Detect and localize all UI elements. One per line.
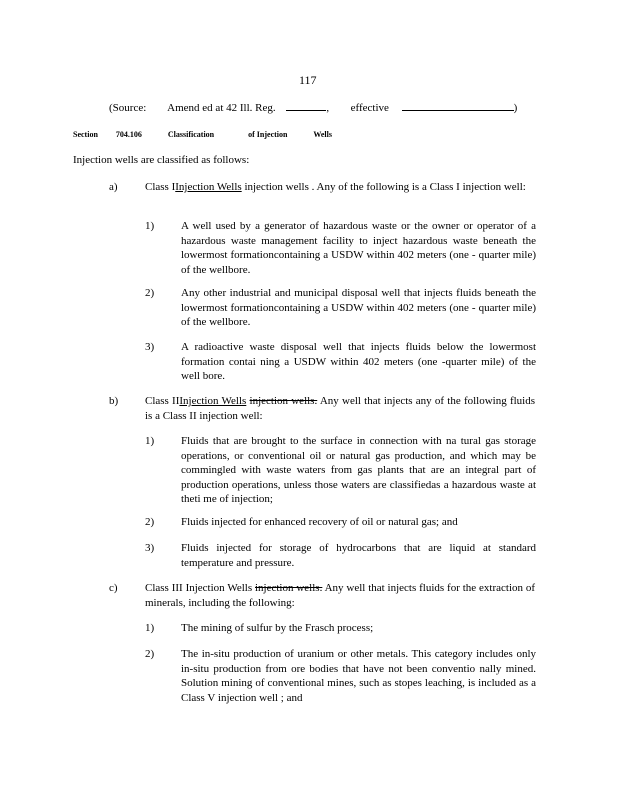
- section-heading: [73, 130, 332, 139]
- item-c-2-text: The in-situ production of uranium or other metals. This category includes only in-situ production from ore bodies that have not been conventio nally mined. Solution mining of conventional mines, such as stopes leaching, is included as a Class V injection well ; and: [181, 648, 536, 704]
- section-label: Section: [73, 130, 98, 139]
- effective-date-blank: [402, 110, 514, 111]
- item-a-inserted-text: Injection Wells: [175, 181, 242, 193]
- item-b-1-text: Fluids that are brought to the surface in connection with na tural gas storage operations, or conventional oil or natural gas production, and which may be commingled with waste waters from gas plants that are an integral part of production operations, unless those waters are classifiedas a hazardous waste at theti me of injection;: [181, 435, 536, 505]
- source-label: (Source:: [109, 102, 147, 114]
- item-a-marker: a): [109, 181, 118, 193]
- item-a-description: Any of the following is a Class I injection well:: [314, 181, 526, 193]
- item-b-text: [145, 394, 535, 423]
- effective-label: effective: [350, 102, 389, 114]
- page-number: 117: [299, 73, 317, 87]
- item-b-description: Any well that injects any of the following fluids is a Class II injection well:: [145, 395, 535, 422]
- item-a-1-text: A well used by a generator of hazardous waste or the owner or operator of a hazardous waste management facility to inject hazardous waste beneath the lowermost formationcontaining a USDW within 402 meters (one - quarter mile) of the wellbore.: [181, 220, 536, 276]
- item-a-class-label: Class I: [145, 181, 176, 193]
- item-c-1-marker: 1): [145, 622, 155, 634]
- section-title-part-3: Wells: [313, 130, 332, 139]
- item-c-marker: c): [109, 582, 118, 594]
- item-a-3-text: A radioactive waste disposal well that injects fluids below the lowermost formation contai ning a USDW within 402 meters (one -quarter mile) of the well bore.: [181, 341, 536, 382]
- register-page-blank: [286, 110, 326, 111]
- item-c-description: Any well that injects fluids for the extraction of minerals, including the following:: [145, 582, 536, 609]
- source-line: (Source: Amend ed at 42 Ill. Reg. , effective ): [109, 102, 518, 114]
- item-c-class-label: Class III: [145, 582, 183, 594]
- section-id: 704.106: [115, 130, 142, 139]
- item-b-deleted-text: injection wells.: [249, 395, 318, 407]
- item-b-inserted-text: Injection Wells: [179, 395, 247, 407]
- item-a-2-marker: 2): [145, 287, 155, 299]
- item-b-marker: b): [109, 395, 119, 407]
- item-a-1-marker: 1): [145, 220, 155, 232]
- item-b-class-label: Class II: [145, 395, 180, 407]
- item-c-2-marker: 2): [145, 648, 155, 660]
- intro-text: Injection wells are classified as follows:: [73, 154, 250, 166]
- item-c-deleted-text: injection wells.: [255, 582, 323, 594]
- item-c-1-text: The mining of sulfur by the Frasch process;: [181, 622, 374, 634]
- item-b-2-marker: 2): [145, 516, 155, 528]
- source-text: Amend ed at 42 Ill. Reg.: [167, 102, 276, 114]
- item-b-1-marker: 1): [145, 435, 155, 447]
- item-c-inserted-text: Injection Wells: [185, 582, 253, 594]
- item-c-text: [145, 581, 535, 610]
- item-b-2-text: Fluids injected for enhanced recovery of oil or natural gas; and: [181, 516, 458, 528]
- item-a-text: [145, 180, 535, 195]
- item-b-3-marker: 3): [145, 542, 155, 554]
- item-a-3-marker: 3): [145, 341, 155, 353]
- section-title-part-2: of Injection: [248, 130, 288, 139]
- section-title-part-1: Classification: [167, 130, 215, 139]
- item-b-3-text: Fluids injected for storage of hydrocarbons that are liquid at standard temperature and pressure.: [181, 542, 536, 569]
- source-closing: ): [513, 102, 518, 114]
- item-a-title-rest: injection wells .: [241, 181, 315, 193]
- item-a-2-text: Any other industrial and municipal disposal well that injects fluids beneath the lowermost formationcontaining a USDW within 402 meters (one - quarter mile) of the wellbore.: [181, 287, 536, 328]
